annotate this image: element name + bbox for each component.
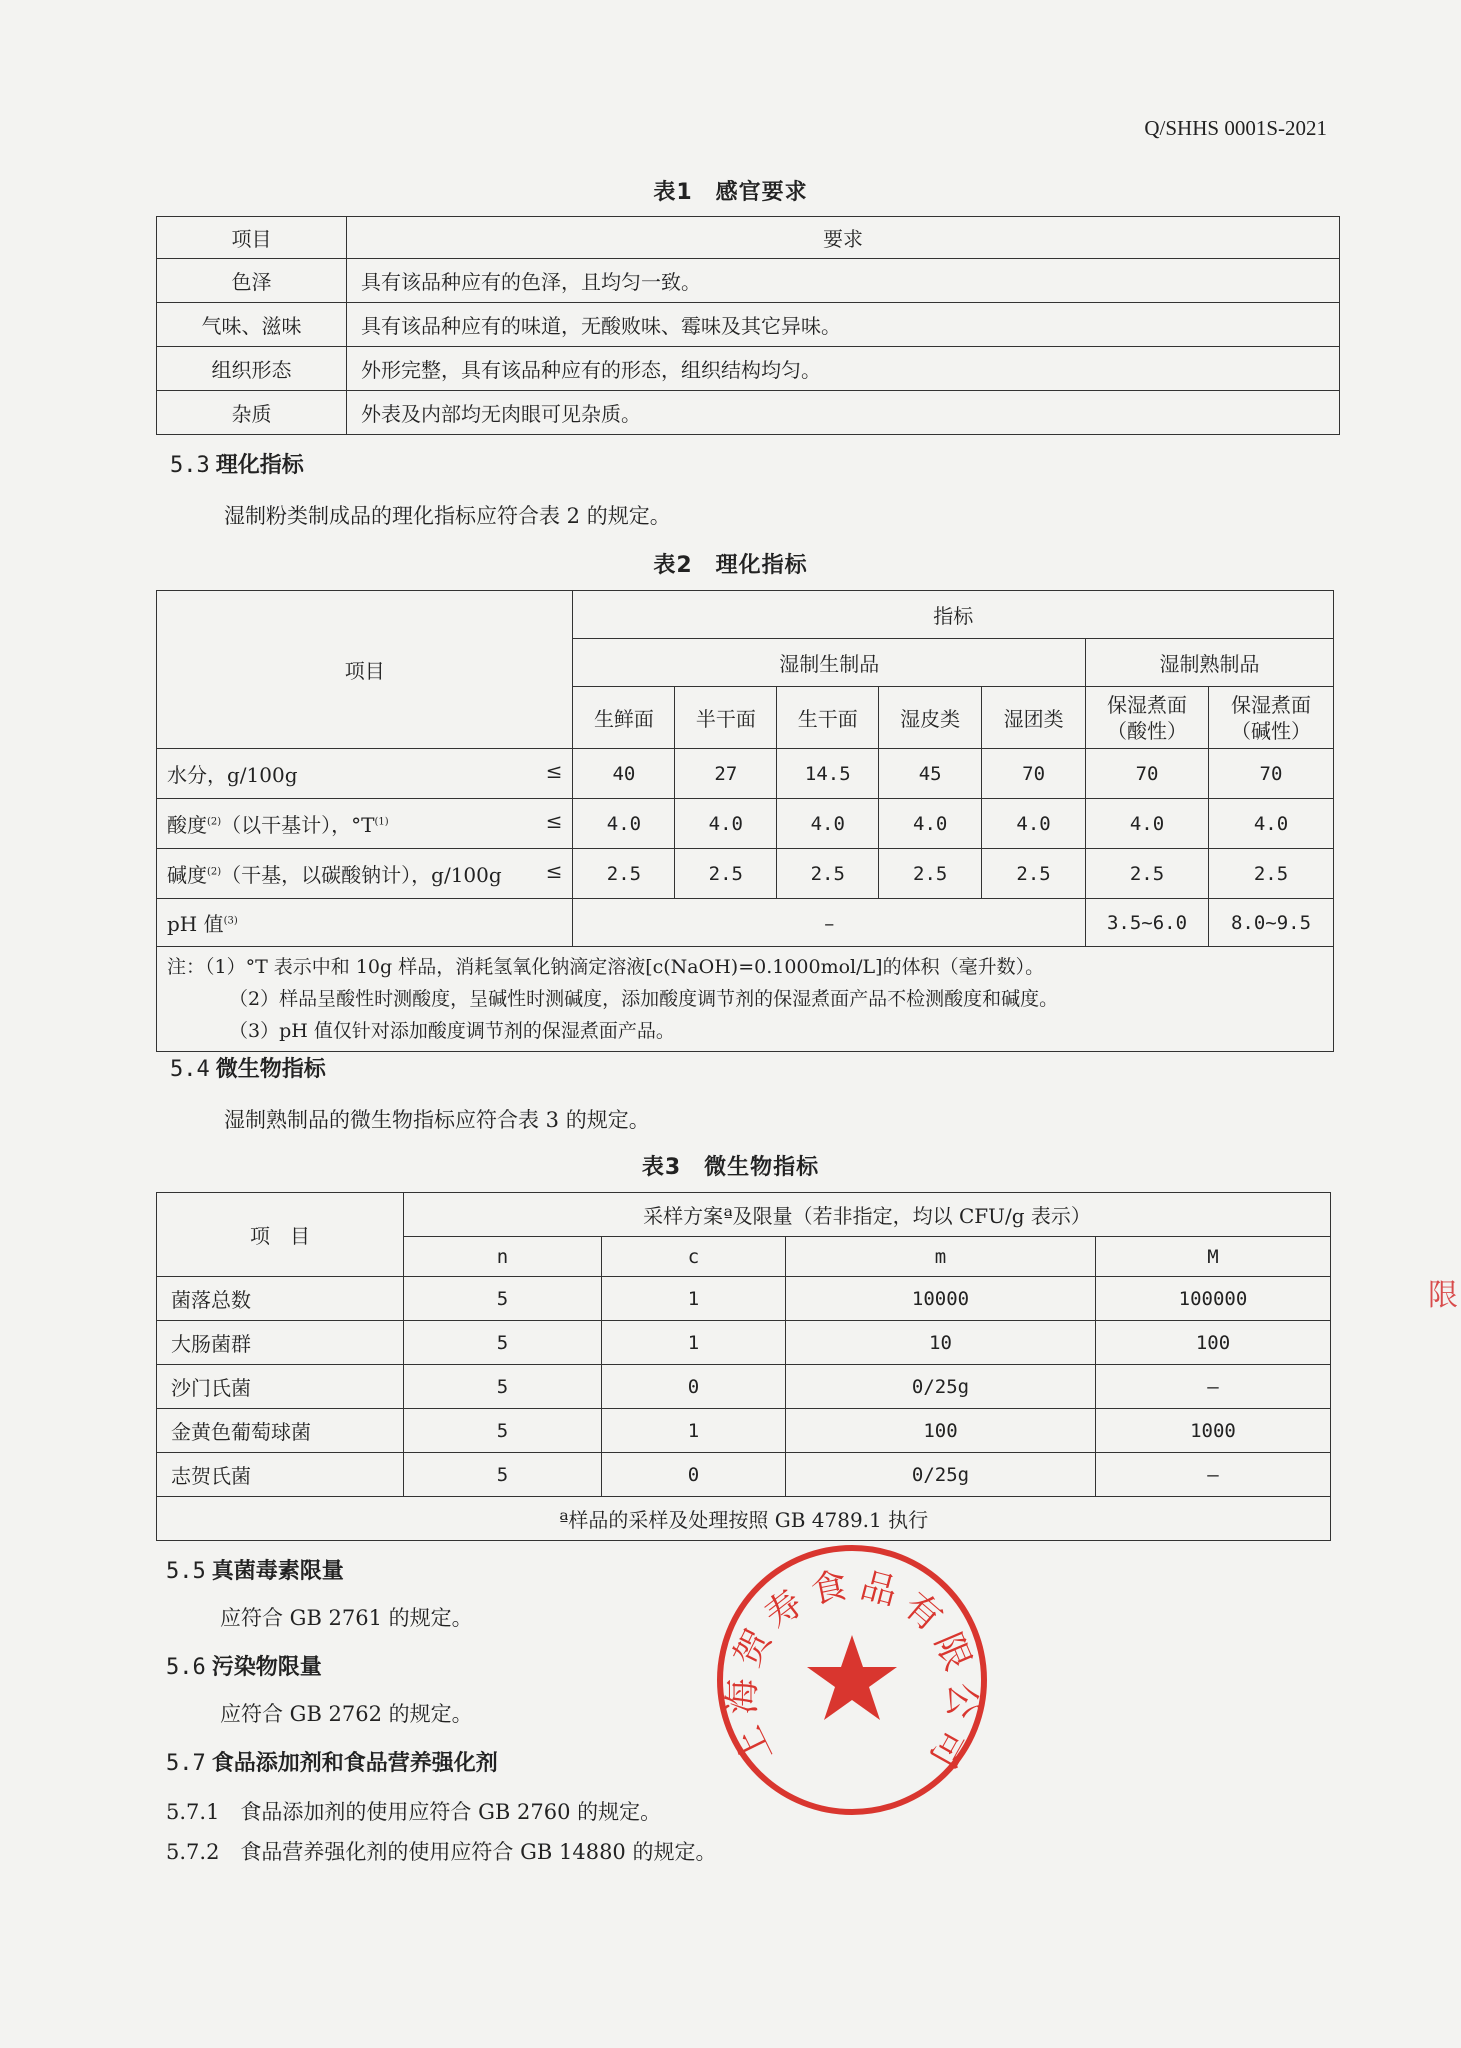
table1-cell: 外形完整，具有该品种应有的形态，组织结构均匀。: [347, 347, 1340, 391]
col-header-line: （碱性）: [1230, 718, 1311, 743]
row-label-text: 碱度: [167, 863, 207, 887]
table1: [156, 216, 1340, 435]
table3-cell: 金黄色葡萄球菌: [157, 1409, 404, 1453]
table2-notes: [157, 947, 1334, 1052]
section-5-6-heading: [166, 1650, 322, 1681]
table3-cell: 1000: [1096, 1409, 1331, 1453]
document-id: Q/SHHS 0001S-2021: [1144, 116, 1327, 140]
table3-cell: 5: [404, 1409, 602, 1453]
table2-cell: 2.5: [1086, 849, 1209, 899]
table2-col-header-acid: [1086, 687, 1209, 749]
table2-cell: 2.5: [675, 849, 777, 899]
table-row: [157, 591, 1334, 639]
le-sign: ≤: [545, 859, 563, 883]
footnote-ref: (1): [374, 816, 389, 828]
table2-cell: 4.0: [879, 799, 982, 849]
table3-cell: –: [1096, 1453, 1331, 1497]
seal-lettering: 上海贺寿食品有限公司: [721, 1564, 983, 1776]
table2-col-header: 湿团类: [982, 687, 1086, 749]
table3-plan-header: 采样方案ª及限量（若非指定，均以 CFU/g 表示）: [404, 1193, 1331, 1237]
table-row: [157, 899, 1334, 947]
table1-header-req: 要求: [347, 217, 1340, 259]
table-row: [157, 347, 1340, 391]
table2: [156, 590, 1334, 1052]
table3-cell: 菌落总数: [157, 1277, 404, 1321]
table3-caption: 表3 微生物指标: [641, 1155, 820, 1180]
table1-header-item: 项目: [157, 217, 347, 259]
table2-cell: 45: [879, 749, 982, 799]
table-row: [157, 799, 1334, 849]
table2-cell: 2.5: [573, 849, 675, 899]
section-5-7-2-text: 5.7.2 食品营养强化剂的使用应符合 GB 14880 的规定。: [166, 1840, 717, 1864]
table2-cell: 4.0: [1208, 799, 1333, 849]
table-row: [157, 303, 1340, 347]
table2-row-label: [157, 899, 573, 947]
table3-col-header: n: [404, 1237, 602, 1277]
section-number: 5.3: [170, 453, 210, 478]
table2-col-header: 生干面: [777, 687, 879, 749]
table1-caption: 表1 感官要求: [653, 180, 808, 205]
row-label-text: 酸度: [167, 813, 207, 837]
section-title: 污染物限量: [211, 1655, 322, 1680]
table-row: [157, 217, 1340, 259]
table2-group-cooked: 湿制熟制品: [1086, 639, 1334, 687]
table2-col-header: 湿皮类: [879, 687, 982, 749]
section-title: 真菌毒素限量: [211, 1559, 344, 1584]
table3-cell: 1: [602, 1409, 786, 1453]
table2-indicator-header: 指标: [573, 591, 1334, 639]
footnote-ref: (2): [207, 816, 222, 828]
section-number: 5.7: [166, 1751, 206, 1776]
note-line: 注：（1）°T 表示中和 10g 样品，消耗氢氧化钠滴定溶液[c(NaOH)=0.1000mol/L]的体积（毫升数）。: [167, 956, 1045, 978]
table-row: [157, 1277, 1331, 1321]
table2-cell: 70: [982, 749, 1086, 799]
col-header-line: （酸性）: [1107, 718, 1187, 743]
table1-cell: 外表及内部均无肉眼可见杂质。: [347, 391, 1340, 435]
table2-cell: 3.5~6.0: [1086, 899, 1209, 947]
table3-cell: 1: [602, 1321, 786, 1365]
le-sign: ≤: [545, 809, 563, 833]
table-row: [157, 1365, 1331, 1409]
section-number: 5.5: [166, 1559, 206, 1584]
table-row: [157, 1321, 1331, 1365]
table3-cell: 0/25g: [786, 1365, 1096, 1409]
table3-cell: 5: [404, 1453, 602, 1497]
table3-cell: –: [1096, 1365, 1331, 1409]
table-row: [157, 1453, 1331, 1497]
row-label-text: （干基，以碳酸钠计），g/100g: [221, 863, 502, 887]
table2-cell: 2.5: [1208, 849, 1333, 899]
table3-cell: 5: [404, 1277, 602, 1321]
table2-cell: 70: [1208, 749, 1333, 799]
margin-mark: 限: [1428, 1278, 1458, 1313]
table3-cell: 0: [602, 1453, 786, 1497]
section-title: 理化指标: [215, 453, 304, 478]
row-label-text: （以干基计），°T: [221, 813, 375, 837]
table3-cell: 100000: [1096, 1277, 1331, 1321]
section-5-3-text: 湿制粉类制成品的理化指标应符合表 2 的规定。: [224, 504, 671, 528]
section-5-5-heading: [166, 1554, 344, 1585]
table1-cell: 气味、滋味: [157, 303, 347, 347]
section-number: 5.4: [170, 1057, 210, 1082]
table3-cell: 志贺氏菌: [157, 1453, 404, 1497]
table3-cell: 100: [1096, 1321, 1331, 1365]
table2-cell: 2.5: [879, 849, 982, 899]
col-header-line: 保湿煮面: [1230, 692, 1311, 717]
table1-cell: 组织形态: [157, 347, 347, 391]
table2-cell: 4.0: [1086, 799, 1209, 849]
table2-cell: 2.5: [982, 849, 1086, 899]
col-header-line: 保湿煮面: [1107, 692, 1187, 717]
table2-col-header: 生鲜面: [573, 687, 675, 749]
le-sign: ≤: [545, 759, 563, 783]
table2-cell: 2.5: [777, 849, 879, 899]
table2-cell: 4.0: [777, 799, 879, 849]
section-5-4-heading: [170, 1052, 326, 1083]
footnote-ref: (2): [207, 866, 222, 878]
section-5-5-text: 应符合 GB 2761 的规定。: [220, 1606, 473, 1630]
table3-cell: 1: [602, 1277, 786, 1321]
table-row: [157, 947, 1334, 1052]
table3-cell: 沙门氏菌: [157, 1365, 404, 1409]
table-row: [157, 1193, 1331, 1237]
table3-col-header: M: [1096, 1237, 1331, 1277]
table-row: [157, 259, 1340, 303]
table2-col-header: 半干面: [675, 687, 777, 749]
table2-cell: 70: [1086, 749, 1209, 799]
table3-item-header: 项 目: [157, 1193, 404, 1277]
table3-cell: 5: [404, 1365, 602, 1409]
table2-cell: 40: [573, 749, 675, 799]
table1-cell: 具有该品种应有的味道，无酸败味、霉味及其它异味。: [347, 303, 1340, 347]
table2-row-label: [157, 849, 573, 899]
section-5-6-text: 应符合 GB 2762 的规定。: [220, 1702, 473, 1726]
table3-cell: 0/25g: [786, 1453, 1096, 1497]
table2-row-label: [157, 749, 573, 799]
table3-cell: 0: [602, 1365, 786, 1409]
table2-caption: 表2 理化指标: [653, 553, 808, 578]
table2-cell: 27: [675, 749, 777, 799]
table2-cell: 8.0~9.5: [1208, 899, 1333, 947]
note-line: （2）样品呈酸性时测酸度，呈碱性时测碱度，添加酸度调节剂的保湿煮面产品不检测酸度和碱度。: [229, 988, 1059, 1010]
table2-col-header-alkali: [1208, 687, 1333, 749]
section-title: 微生物指标: [215, 1057, 326, 1082]
section-5-4-text: 湿制熟制品的微生物指标应符合表 3 的规定。: [224, 1108, 650, 1132]
table3-cell: 100: [786, 1409, 1096, 1453]
table2-cell: 4.0: [573, 799, 675, 849]
table2-cell: 4.0: [982, 799, 1086, 849]
table3: [156, 1192, 1331, 1541]
table3-col-header: c: [602, 1237, 786, 1277]
section-number: 5.6: [166, 1655, 206, 1680]
table2-row-label: [157, 799, 573, 849]
table3-cell: 10: [786, 1321, 1096, 1365]
row-label-text: 水分，g/100g: [167, 763, 298, 787]
table3-cell: 5: [404, 1321, 602, 1365]
table3-cell: 大肠菌群: [157, 1321, 404, 1365]
table-row: [157, 1409, 1331, 1453]
table-row: [157, 749, 1334, 799]
table2-cell: –: [573, 899, 1086, 947]
section-title: 食品添加剂和食品营养强化剂: [211, 1751, 498, 1776]
table1-cell: 具有该品种应有的色泽，且均匀一致。: [347, 259, 1340, 303]
section-5-7-1-text: 5.7.1 食品添加剂的使用应符合 GB 2760 的规定。: [166, 1800, 662, 1824]
table2-cell: 14.5: [777, 749, 879, 799]
table3-col-header: m: [786, 1237, 1096, 1277]
table2-cell: 4.0: [675, 799, 777, 849]
table3-footnote: ª样品的采样及处理按照 GB 4789.1 执行: [157, 1497, 1331, 1541]
table-row: [157, 849, 1334, 899]
company-seal: [712, 1540, 992, 1820]
section-5-3-heading: [170, 448, 304, 479]
footnote-ref: (3): [223, 915, 238, 927]
seal-star-icon: [807, 1635, 897, 1720]
table2-group-raw: 湿制生制品: [573, 639, 1086, 687]
table1-cell: 杂质: [157, 391, 347, 435]
table3-cell: 10000: [786, 1277, 1096, 1321]
section-5-7-heading: [166, 1746, 498, 1777]
row-label-text: pH 值: [167, 912, 224, 936]
table-row: [157, 1497, 1331, 1541]
table2-item-header: 项目: [157, 591, 573, 749]
note-line: （3）pH 值仅针对添加酸度调节剂的保湿煮面产品。: [229, 1020, 675, 1042]
table1-cell: 色泽: [157, 259, 347, 303]
table-row: [157, 391, 1340, 435]
